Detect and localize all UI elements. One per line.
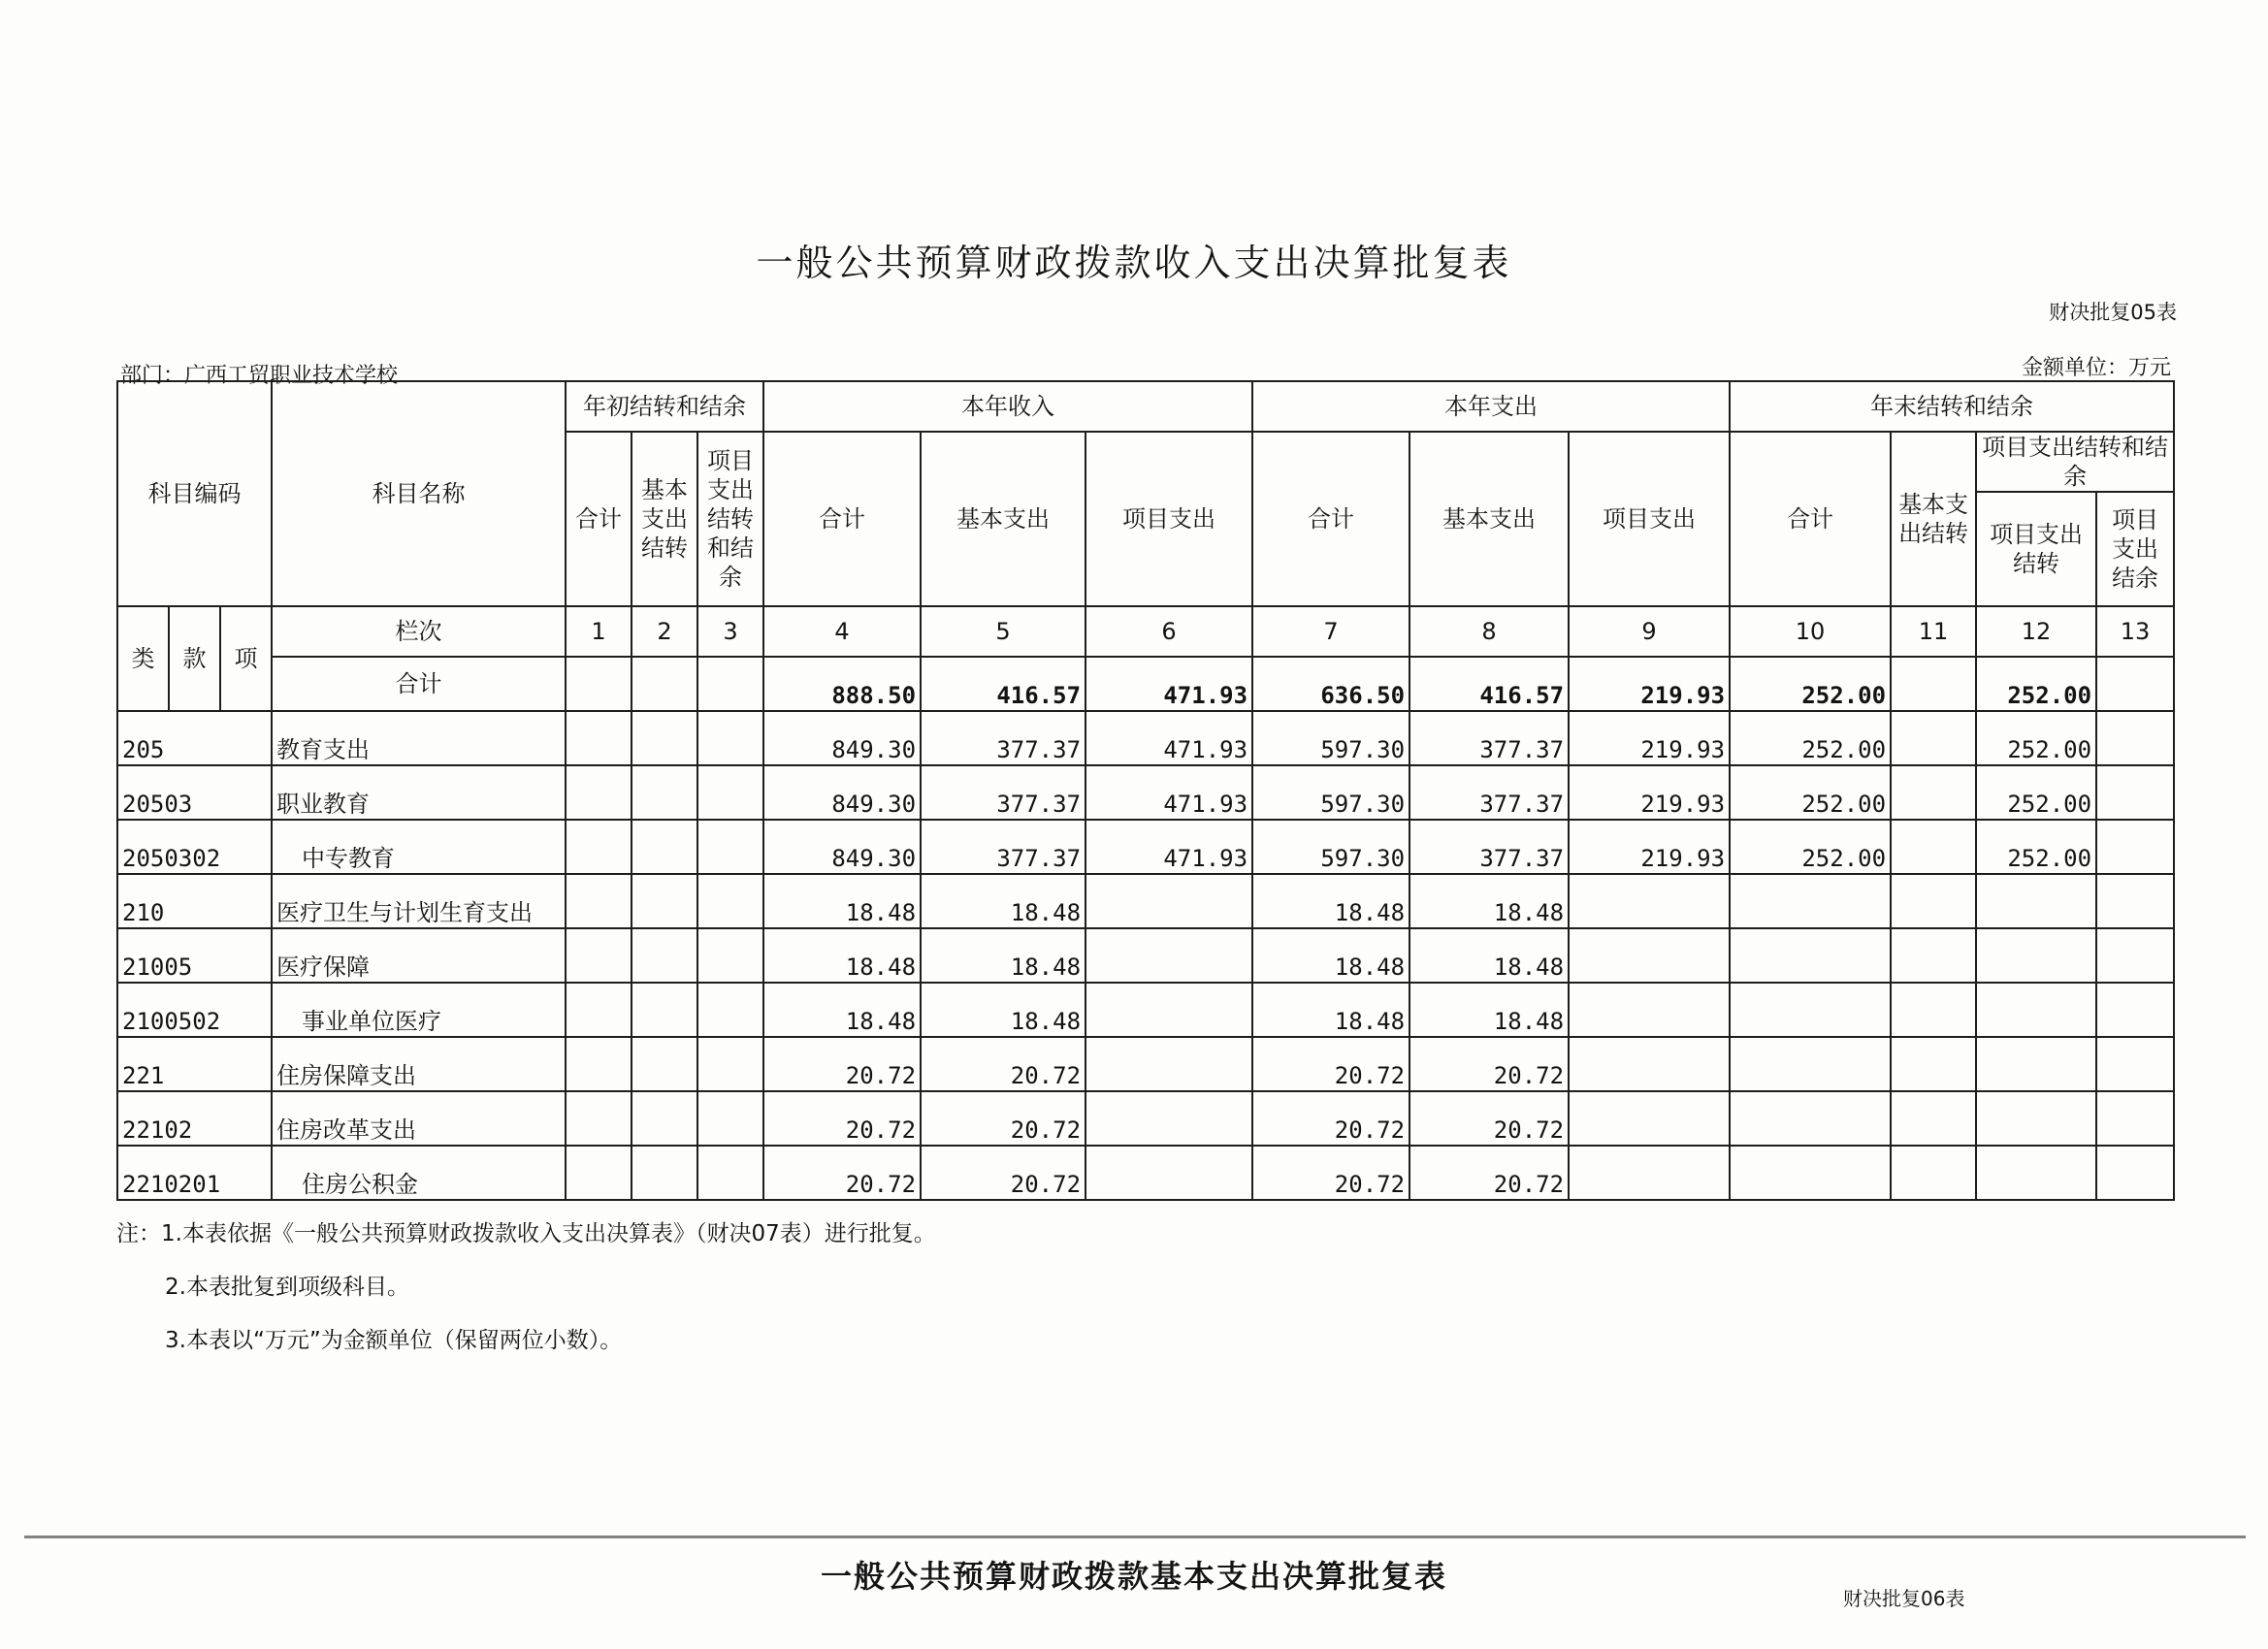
subject-code: 205 (117, 711, 272, 765)
amount-cell (697, 1091, 763, 1146)
amount-cell: 849.30 (763, 711, 921, 765)
amount-cell (1891, 1037, 1976, 1091)
amount-cell: 18.48 (763, 928, 921, 983)
amount-cell: 18.48 (921, 928, 1085, 983)
amount-cell (632, 1037, 697, 1091)
amount-cell: 20.72 (921, 1037, 1085, 1091)
total-cell (566, 657, 632, 711)
subject-name: 医疗保障 (272, 928, 566, 983)
amount-cell (1891, 1091, 1976, 1146)
header-group-end: 年末结转和结余 (1730, 381, 2174, 432)
amount-cell: 18.48 (1252, 928, 1409, 983)
amount-cell: 20.72 (763, 1091, 921, 1146)
amount-cell (1569, 1091, 1730, 1146)
amount-cell: 20.72 (1409, 1037, 1569, 1091)
amount-cell (566, 765, 632, 820)
amount-cell (632, 820, 697, 874)
amount-cell: 597.30 (1252, 765, 1409, 820)
amount-cell: 849.30 (763, 765, 921, 820)
amount-cell (2096, 983, 2174, 1037)
amount-cell (632, 1091, 697, 1146)
header-income-project: 项目支出 (1085, 432, 1252, 606)
header-group-income: 本年收入 (763, 381, 1252, 432)
table-row (117, 711, 2174, 765)
amount-cell (1730, 1037, 1891, 1091)
header-end-project-balance: 项目支出结余 (2096, 492, 2174, 606)
amount-cell: 20.72 (763, 1146, 921, 1200)
amount-cell (632, 711, 697, 765)
subject-name: 事业单位医疗 (272, 983, 566, 1037)
subject-name: 住房改革支出 (272, 1091, 566, 1146)
amount-cell: 377.37 (1409, 820, 1569, 874)
total-cell: 471.93 (1085, 657, 1252, 711)
amount-cell (1891, 711, 1976, 765)
amount-cell (2096, 1146, 2174, 1200)
department-name: 广西工贸职业技术学校 (184, 364, 399, 388)
table-row (117, 765, 2174, 820)
amount-cell: 377.37 (1409, 711, 1569, 765)
header-end-project-group: 项目支出结转和结余 (1976, 432, 2174, 492)
total-cell (2096, 657, 2174, 711)
column-number: 3 (697, 606, 763, 657)
total-cell: 252.00 (1976, 657, 2096, 711)
amount-cell: 20.72 (1409, 1146, 1569, 1200)
page-fold-line (24, 1536, 2246, 1538)
department-label: 部门： (120, 364, 185, 388)
header-end-project-carry: 项目支出结转 (1976, 492, 2096, 606)
total-cell: 252.00 (1730, 657, 1891, 711)
amount-cell (1976, 983, 2096, 1037)
amount-cell: 252.00 (1976, 711, 2096, 765)
amount-cell: 252.00 (1730, 711, 1891, 765)
amount-cell (2096, 765, 2174, 820)
amount-cell (1569, 928, 1730, 983)
amount-cell: 377.37 (921, 711, 1085, 765)
amount-cell (1976, 928, 2096, 983)
header-expense-project: 项目支出 (1569, 432, 1730, 606)
subject-name: 职业教育 (272, 765, 566, 820)
amount-cell: 20.72 (1252, 1037, 1409, 1091)
column-number: 5 (921, 606, 1085, 657)
amount-cell: 597.30 (1252, 820, 1409, 874)
subject-name: 教育支出 (272, 711, 566, 765)
header-begin-basic-carry: 基本支出结转 (632, 432, 697, 606)
header-group-expense: 本年支出 (1252, 381, 1730, 432)
amount-cell (566, 820, 632, 874)
amount-cell (566, 928, 632, 983)
column-number: 9 (1569, 606, 1730, 657)
column-number: 4 (763, 606, 921, 657)
amount-cell (697, 874, 763, 928)
table-row (117, 1091, 2174, 1146)
amount-cell (1891, 928, 1976, 983)
amount-cell (697, 765, 763, 820)
header-lei: 类 (117, 606, 169, 711)
amount-cell (2096, 1091, 2174, 1146)
subject-name: 住房公积金 (272, 1146, 566, 1200)
amount-cell (1891, 983, 1976, 1037)
column-number: 1 (566, 606, 632, 657)
amount-cell: 20.72 (921, 1091, 1085, 1146)
amount-cell (1976, 1091, 2096, 1146)
table-row (117, 1037, 2174, 1091)
column-index-row (117, 606, 2174, 657)
amount-cell: 18.48 (1252, 874, 1409, 928)
subject-code: 221 (117, 1037, 272, 1091)
amount-cell: 20.72 (921, 1146, 1085, 1200)
amount-cell: 471.93 (1085, 711, 1252, 765)
header-income-total: 合计 (763, 432, 921, 606)
subject-code: 20503 (117, 765, 272, 820)
amount-cell: 18.48 (1409, 983, 1569, 1037)
amount-cell (697, 820, 763, 874)
amount-cell (1730, 1146, 1891, 1200)
amount-cell (1891, 765, 1976, 820)
header-begin-project: 项目支出结转和结余 (697, 432, 763, 606)
amount-cell: 252.00 (1976, 820, 2096, 874)
amount-cell: 252.00 (1730, 765, 1891, 820)
column-number: 10 (1730, 606, 1891, 657)
amount-cell (1891, 820, 1976, 874)
table-row (117, 820, 2174, 874)
column-number: 8 (1409, 606, 1569, 657)
subject-name: 医疗卫生与计划生育支出 (272, 874, 566, 928)
header-row-1 (117, 381, 2174, 432)
amount-cell: 20.72 (763, 1037, 921, 1091)
form-code: 财决批复05表 (2049, 301, 2177, 324)
amount-cell: 18.48 (921, 874, 1085, 928)
table-row (117, 1146, 2174, 1200)
amount-cell: 597.30 (1252, 711, 1409, 765)
total-cell: 636.50 (1252, 657, 1409, 711)
amount-cell: 18.48 (1409, 874, 1569, 928)
amount-cell (566, 711, 632, 765)
column-number: 7 (1252, 606, 1409, 657)
amount-cell (632, 983, 697, 1037)
approval-table (116, 380, 2175, 1201)
amount-cell (697, 711, 763, 765)
subject-code: 22102 (117, 1091, 272, 1146)
next-page-title: 一般公共预算财政拨款基本支出决算批复表 (820, 1558, 1447, 1595)
amount-cell (632, 765, 697, 820)
amount-cell: 471.93 (1085, 820, 1252, 874)
amount-cell (632, 874, 697, 928)
amount-cell (566, 1037, 632, 1091)
column-number: 2 (632, 606, 697, 657)
amount-cell (1569, 1037, 1730, 1091)
amount-cell (1976, 874, 2096, 928)
total-cell (1891, 657, 1976, 711)
amount-cell: 219.93 (1569, 820, 1730, 874)
amount-cell (1976, 1146, 2096, 1200)
amount-cell: 219.93 (1569, 765, 1730, 820)
column-number: 13 (2096, 606, 2174, 657)
amount-cell (632, 1146, 697, 1200)
subject-code: 210 (117, 874, 272, 928)
header-expense-basic: 基本支出 (1409, 432, 1569, 606)
amount-cell (1730, 874, 1891, 928)
amount-cell (1891, 1146, 1976, 1200)
amount-cell (1085, 1091, 1252, 1146)
amount-cell (1730, 1091, 1891, 1146)
amount-cell: 18.48 (763, 874, 921, 928)
table-row (117, 928, 2174, 983)
subject-code: 21005 (117, 928, 272, 983)
amount-cell (1569, 1146, 1730, 1200)
amount-cell (2096, 1037, 2174, 1091)
amount-cell: 471.93 (1085, 765, 1252, 820)
header-begin-total: 合计 (566, 432, 632, 606)
table-row (117, 983, 2174, 1037)
amount-cell (566, 1146, 632, 1200)
amount-cell: 377.37 (921, 820, 1085, 874)
next-page-form-code: 财决批复06表 (1843, 1587, 1965, 1610)
amount-cell (1085, 928, 1252, 983)
amount-cell (2096, 928, 2174, 983)
amount-cell: 20.72 (1409, 1091, 1569, 1146)
subject-name: 中专教育 (272, 820, 566, 874)
amount-cell: 377.37 (1409, 765, 1569, 820)
amount-cell (1085, 1037, 1252, 1091)
amount-cell (1085, 874, 1252, 928)
amount-cell (566, 983, 632, 1037)
total-cell: 416.57 (1409, 657, 1569, 711)
total-cell: 888.50 (763, 657, 921, 711)
column-number: 6 (1085, 606, 1252, 657)
amount-cell: 20.72 (1252, 1091, 1409, 1146)
amount-cell: 18.48 (1409, 928, 1569, 983)
amount-cell (566, 1091, 632, 1146)
amount-cell: 18.48 (1252, 983, 1409, 1037)
amount-cell (1730, 928, 1891, 983)
header-end-basic-carry: 基本支出结转 (1891, 432, 1976, 606)
amount-cell (697, 928, 763, 983)
amount-cell (2096, 711, 2174, 765)
header-xiang: 项 (220, 606, 272, 711)
amount-cell (697, 983, 763, 1037)
amount-cell (1085, 1146, 1252, 1200)
total-row (117, 657, 2174, 711)
amount-cell: 18.48 (763, 983, 921, 1037)
total-cell: 219.93 (1569, 657, 1730, 711)
amount-cell (2096, 820, 2174, 874)
header-group-begin: 年初结转和结余 (566, 381, 763, 432)
header-kuan: 款 (169, 606, 220, 711)
amount-cell: 849.30 (763, 820, 921, 874)
unit-label: 金额单位： (2021, 356, 2128, 380)
footnote: 3.本表以“万元”为金额单位（保留两位小数）。 (165, 1328, 623, 1353)
footnote: 注：1.本表依据《一般公共预算财政拨款收入支出决算表》（财决07表）进行批复。 (116, 1221, 936, 1246)
amount-cell (1085, 983, 1252, 1037)
amount-cell (1976, 1037, 2096, 1091)
amount-cell: 20.72 (1252, 1146, 1409, 1200)
subject-code: 2100502 (117, 983, 272, 1037)
amount-cell (2096, 874, 2174, 928)
column-number: 11 (1891, 606, 1976, 657)
amount-cell (632, 928, 697, 983)
amount-cell (1569, 983, 1730, 1037)
page-title: 一般公共预算财政拨款收入支出决算批复表 (756, 242, 1512, 284)
amount-cell (697, 1146, 763, 1200)
amount-cell (1891, 874, 1976, 928)
amount-cell: 252.00 (1976, 765, 2096, 820)
header-income-basic: 基本支出 (921, 432, 1085, 606)
header-name: 科目名称 (272, 381, 566, 606)
footnote: 2.本表批复到项级科目。 (165, 1275, 409, 1300)
amount-cell: 377.37 (921, 765, 1085, 820)
column-number: 12 (1976, 606, 2096, 657)
amount-cell: 18.48 (921, 983, 1085, 1037)
total-cell: 416.57 (921, 657, 1085, 711)
table-row (117, 874, 2174, 928)
amount-cell (697, 1037, 763, 1091)
unit-value: 万元 (2127, 356, 2171, 380)
amount-cell: 252.00 (1730, 820, 1891, 874)
total-cell (697, 657, 763, 711)
amount-cell (566, 874, 632, 928)
total-label: 合计 (272, 657, 566, 711)
subject-code: 2050302 (117, 820, 272, 874)
amount-unit (2022, 351, 2171, 381)
header-expense-total: 合计 (1252, 432, 1409, 606)
amount-cell: 219.93 (1569, 711, 1730, 765)
subject-code: 2210201 (117, 1146, 272, 1200)
total-cell (632, 657, 697, 711)
amount-cell (1730, 983, 1891, 1037)
amount-cell (1569, 874, 1730, 928)
column-index-label: 栏次 (272, 606, 566, 657)
footnotes (116, 1208, 936, 1368)
subject-name: 住房保障支出 (272, 1037, 566, 1091)
header-end-total: 合计 (1730, 432, 1891, 606)
header-code: 科目编码 (117, 381, 272, 606)
